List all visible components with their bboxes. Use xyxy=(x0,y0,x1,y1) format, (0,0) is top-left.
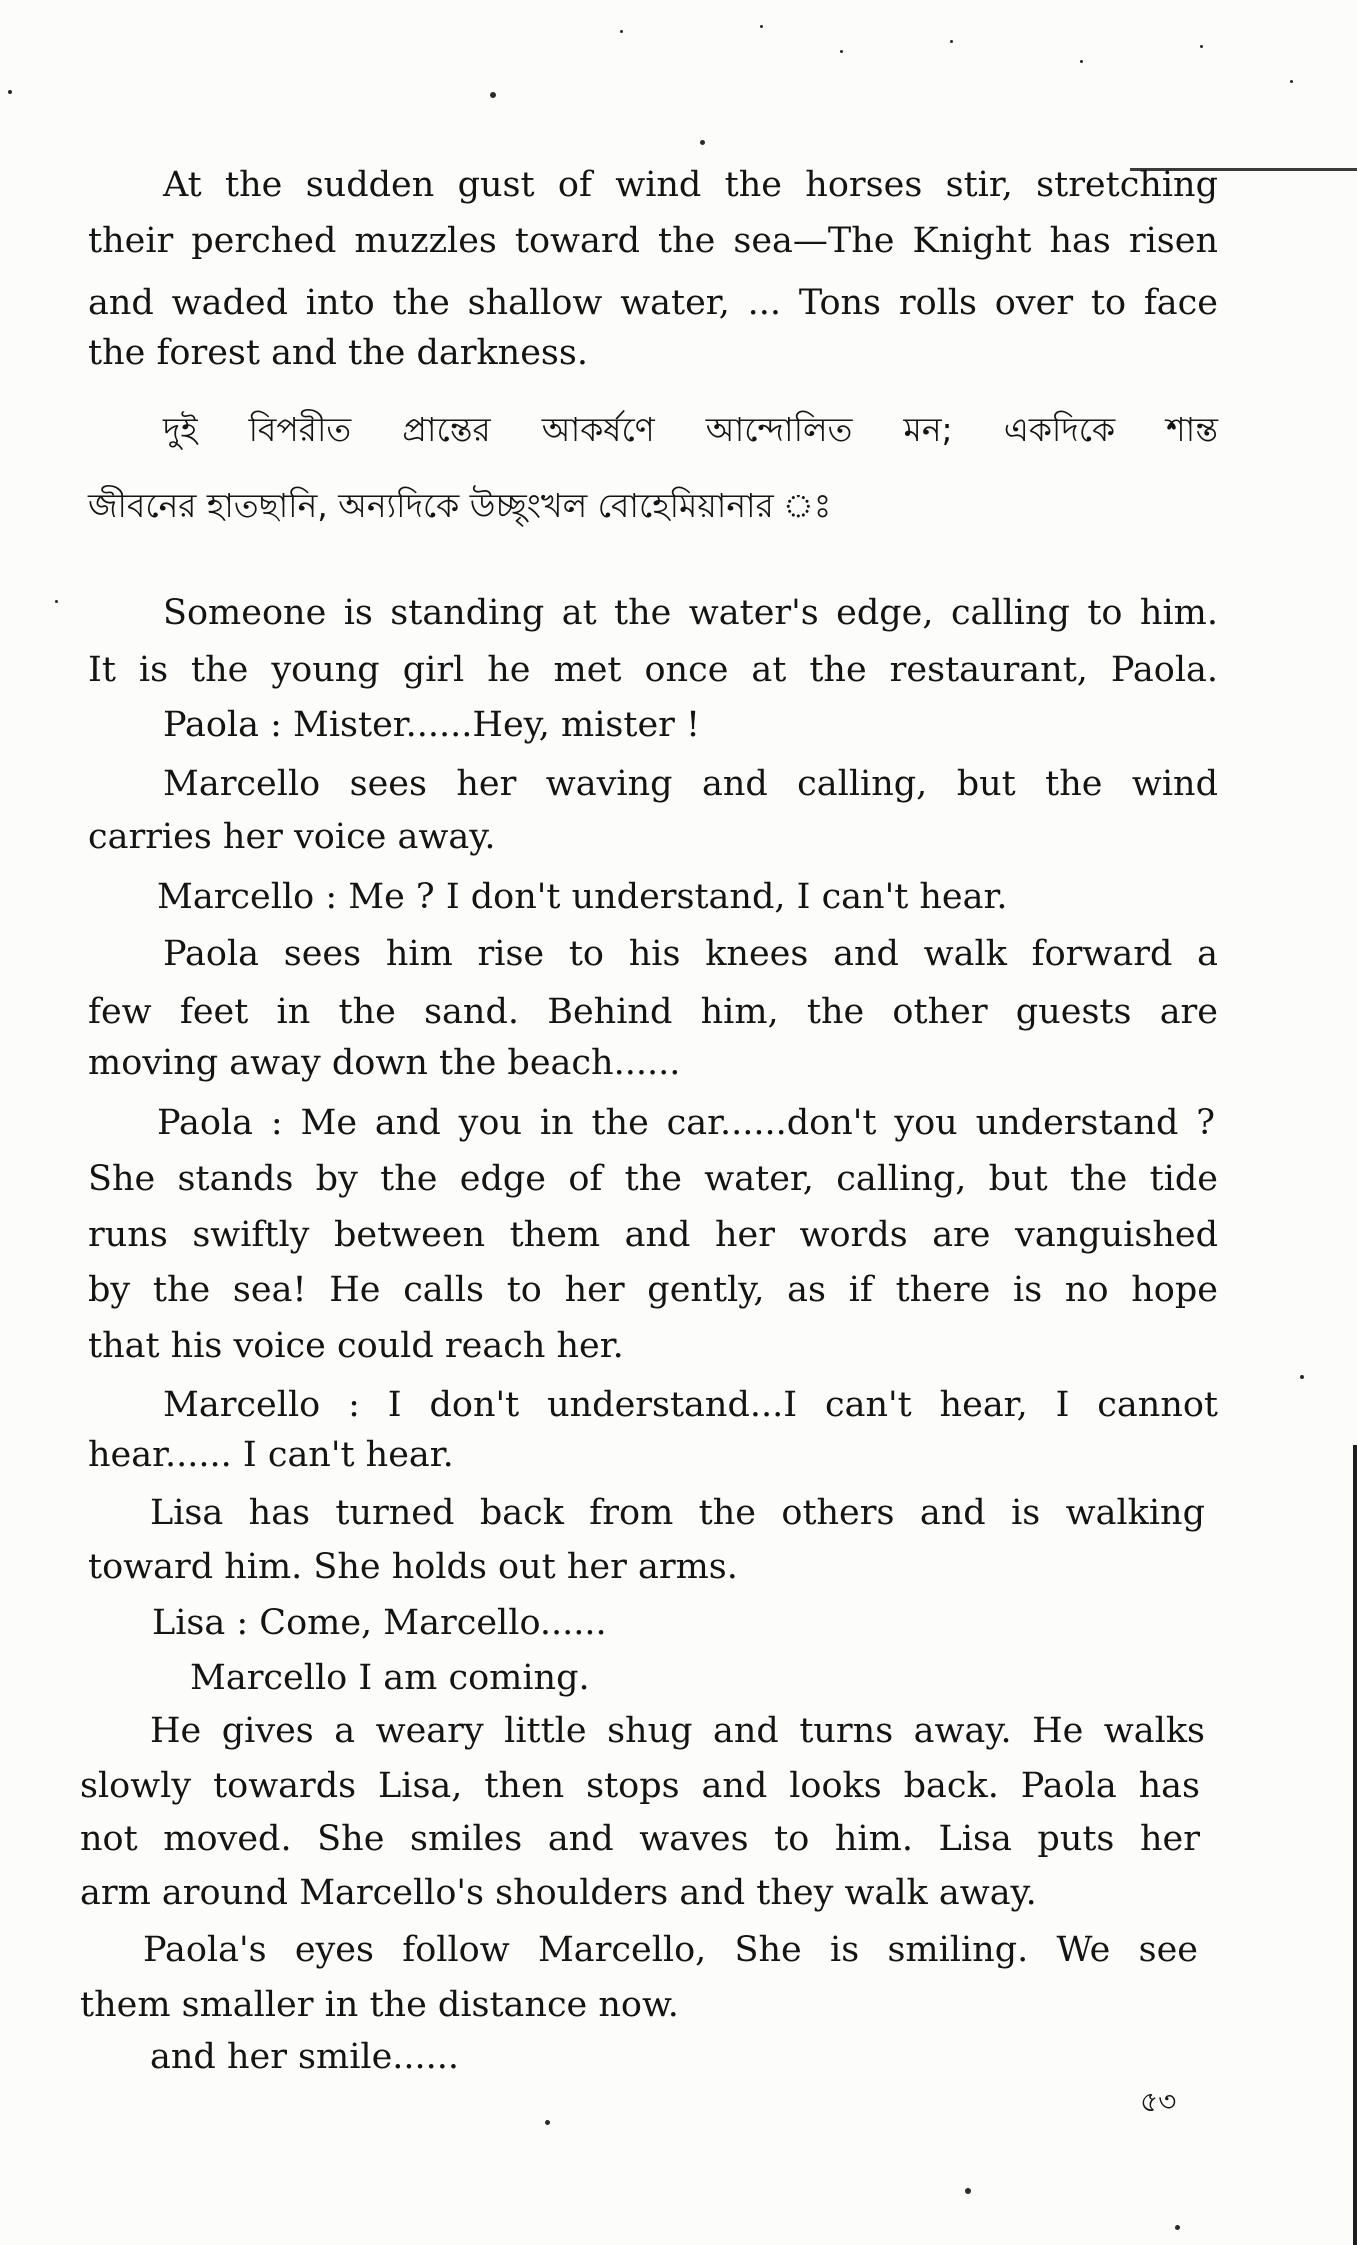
scan-speck xyxy=(1200,45,1203,48)
text-line: the forest and the darkness. xyxy=(88,333,588,373)
text-line: toward him. She holds out her arms. xyxy=(88,1547,738,1587)
scan-speck xyxy=(1175,2225,1180,2230)
text-line: them smaller in the distance now. xyxy=(80,1985,679,2025)
scan-speck xyxy=(1300,1375,1304,1379)
text-line: She stands by the edge of the water, calling, but the tide xyxy=(88,1159,1218,1199)
text-line: Marcello sees her waving and calling, but the wind xyxy=(163,764,1218,804)
text-line: few feet in the sand. Behind him, the other guests are xyxy=(88,992,1218,1032)
text-line: Paola's eyes follow Marcello, She is smiling. We see xyxy=(143,1930,1198,1970)
scan-speck xyxy=(760,25,763,28)
dialogue-line: Marcello : I don't understand...I can't hear, I cannot xyxy=(163,1385,1218,1425)
bengali-line: দুই বিপরীত প্রান্তের আকর্ষণে আন্দোলিত মন; একদিকে শান্ত xyxy=(163,410,1218,449)
text-line: that his voice could reach her. xyxy=(88,1326,624,1366)
text-line: It is the young girl he met once at the restaurant, Paola. xyxy=(88,650,1218,690)
text-line: Paola sees him rise to his knees and walk forward a xyxy=(163,934,1218,974)
dialogue-line: hear...... I can't hear. xyxy=(88,1435,454,1475)
scan-edge-right xyxy=(1353,1445,1357,2245)
dialogue-line: Lisa : Come, Marcello...... xyxy=(152,1603,607,1643)
text-line: He gives a weary little shug and turns away. He walks xyxy=(150,1711,1205,1751)
scan-speck xyxy=(965,2188,971,2194)
scan-speck xyxy=(1080,60,1083,63)
scan-speck xyxy=(620,30,623,33)
text-line: runs swiftly between them and her words are vanguished xyxy=(88,1215,1218,1255)
scan-speck xyxy=(55,600,58,603)
scan-speck xyxy=(700,140,705,145)
text-line: by the sea! He calls to her gently, as if there is no hope xyxy=(88,1270,1218,1310)
text-line: slowly towards Lisa, then stops and looks back. Paola has xyxy=(80,1766,1200,1806)
dialogue-line: Paola : Me and you in the car......don't you understand ? xyxy=(157,1103,1215,1143)
dialogue-line: Paola : Mister......Hey, mister ! xyxy=(163,705,701,745)
text-line: their perched muzzles toward the sea—The Knight has risen xyxy=(88,221,1218,261)
text-line: not moved. She smiles and waves to him. Lisa puts her xyxy=(80,1819,1200,1859)
page-number: ৫৩ xyxy=(1140,2085,1177,2118)
text-line: moving away down the beach...... xyxy=(88,1043,681,1083)
scan-speck xyxy=(950,40,953,43)
text-line: Someone is standing at the water's edge, calling to him. xyxy=(163,593,1218,633)
text-line: and her smile...... xyxy=(150,2037,460,2077)
text-line: carries her voice away. xyxy=(88,817,496,857)
text-line: Lisa has turned back from the others and is walking xyxy=(150,1493,1205,1533)
scan-speck xyxy=(8,90,12,94)
scan-speck xyxy=(1290,80,1293,83)
scan-speck xyxy=(545,2120,550,2125)
text-line: and waded into the shallow water, ... Tons rolls over to face xyxy=(88,283,1218,323)
text-line: At the sudden gust of wind the horses stir, stretching xyxy=(163,165,1218,205)
bengali-line: জীবনের হাতছানি, অন্যদিকে উচ্ছৃংখল বোহেমিয়ানার ঃ xyxy=(88,486,832,525)
dialogue-line: Marcello : Me ? I don't understand, I can't hear. xyxy=(157,877,1008,917)
scan-speck xyxy=(490,92,496,98)
text-line: arm around Marcello's shoulders and they walk away. xyxy=(80,1873,1037,1913)
scan-speck xyxy=(840,50,843,53)
dialogue-line: Marcello I am coming. xyxy=(190,1658,590,1698)
